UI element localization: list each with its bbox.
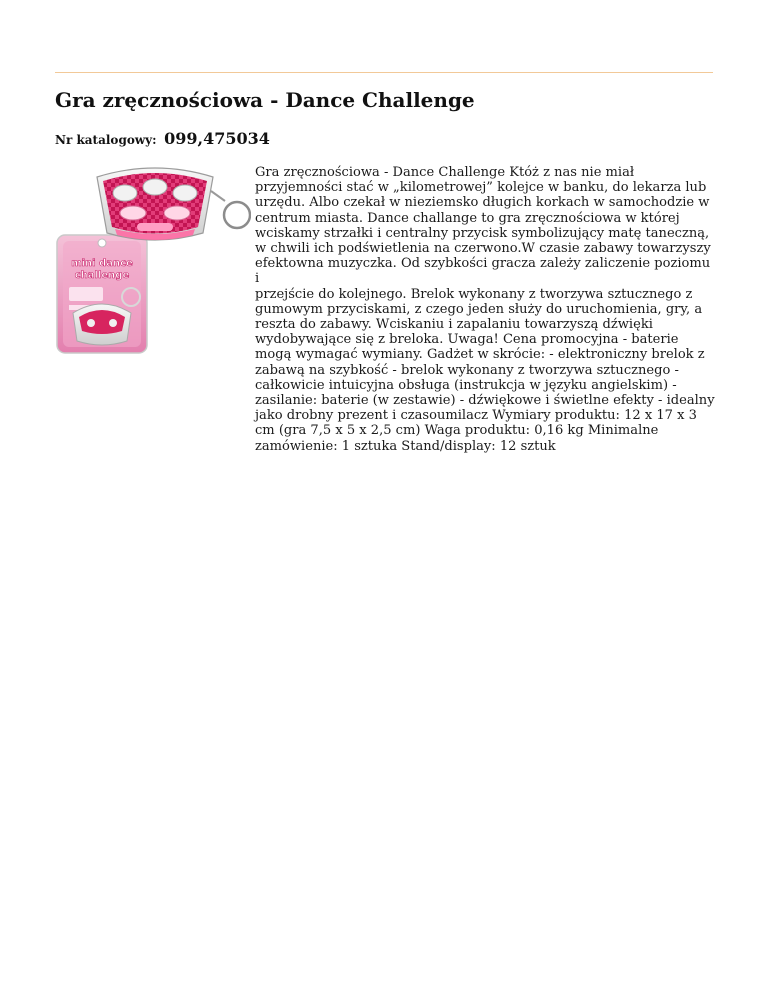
catalog-label: Nr katalogowy: bbox=[55, 133, 157, 147]
product-description: Gra zręcznościowa - Dance Challenge Któż z nas nie miał przyjemności stać w „kilometrowej” kolejce w banku, do lekarza lub urzędu. Albo czekał w nieziemsko długich korkach w samochodzie w centrum miasta. Dance challange to gra zręcznościowa w której wciskamy strzałki i centralny przycisk symbolizujący matę taneczną, w chwili ich podświetlenia na czerwono.W czasie zabawy towarzyszy efektowna muzyczka. Od szybkości gracza zależy zaliczenie poziomu i przejście do kolejnego. Brelok wykonany z tworzywa sztucznego z gumowym przyciskami, z czego jeden służy do uruchomienia, gry, a reszta do zabawy. Wciskaniu i zapalaniu towarzyszą dźwięki wydobywające się z breloka. Uwaga! Cena promocyjna - baterie mogą wymagać wymiany. Gadżet w skrócie: - elektroniczny brelok z zabawą na szybkość - brelok wykonany z tworzywa sztucznego - całkowicie intuicyjna obsługa (instrukcja w języku angielskim) - zasilanie: baterie (w zestawie) - dźwiękowe i świetlne efekty - idealny jako drobny prezent i czasoumilacz Wymiary produktu: 12 x 17 x 3 cm (gra 7,5 x 5 x 2,5 cm) Waga produktu: 0,16 kg Minimalne zamówienie: 1 sztuka Stand/display: 12 sztuk bbox=[255, 165, 715, 454]
product-image bbox=[55, 163, 251, 359]
svg-text:mini dance: mini dance bbox=[71, 258, 133, 269]
header-divider bbox=[55, 72, 713, 73]
blister-package bbox=[57, 235, 147, 353]
page-title: Gra zręcznościowa - Dance Challenge bbox=[55, 88, 475, 112]
product-photo-keychain-game-icon bbox=[55, 163, 251, 359]
catalog-number-row bbox=[55, 129, 270, 148]
keychain-device bbox=[97, 168, 250, 240]
catalog-number: 099,475034 bbox=[164, 129, 270, 148]
svg-text:challenge: challenge bbox=[74, 270, 130, 281]
